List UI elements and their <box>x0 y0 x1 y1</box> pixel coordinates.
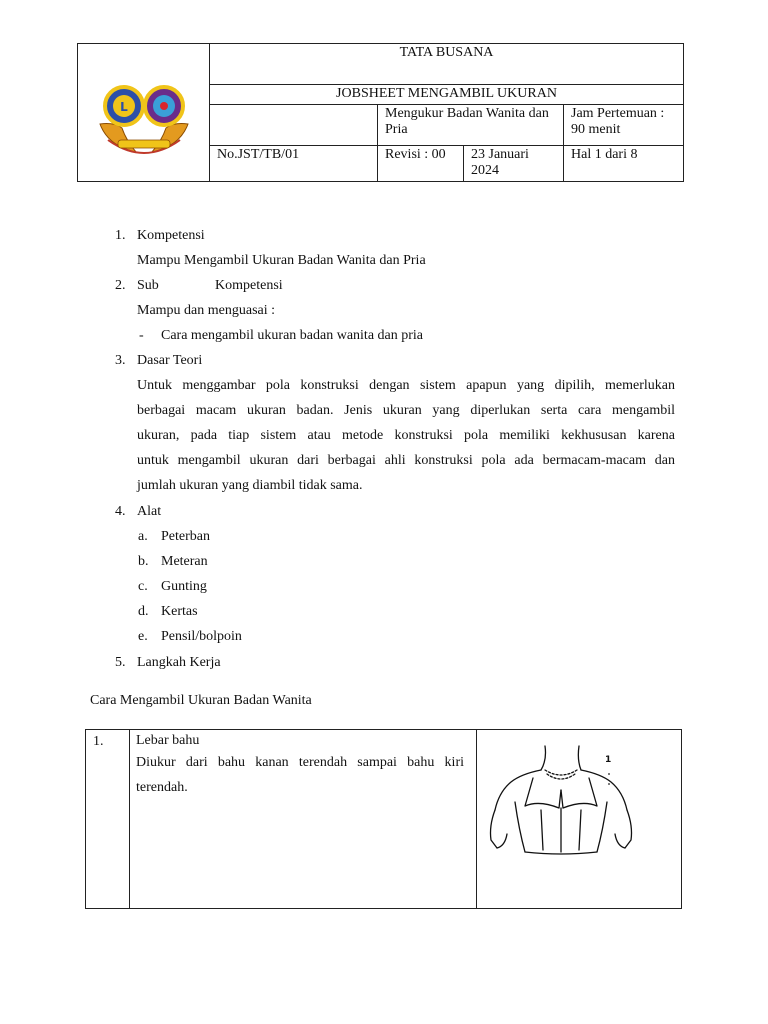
school-logo <box>78 44 210 176</box>
list-item: Cara mengambil ukuran badan wanita dan pria <box>161 328 424 343</box>
tool-name: Pensil/bolpoin <box>161 629 242 644</box>
logo-cell <box>78 44 210 182</box>
step-title: Lebar bahu <box>136 733 200 748</box>
figure-label: 1 <box>605 755 612 765</box>
section-text: Mampu dan menguasai : <box>137 303 276 318</box>
paragraph-line: jumlah ukuran yang diambil tidak sama. <box>137 478 363 493</box>
tool-name: Gunting <box>161 579 207 594</box>
step-number: 1. <box>86 730 130 909</box>
bodice-illustration <box>477 730 682 903</box>
section-title: Langkah Kerja <box>137 655 221 670</box>
section-title: Sub <box>137 278 159 293</box>
empty-cell <box>210 104 378 145</box>
tool-name: Peterban <box>161 529 210 544</box>
step-figure-cell <box>477 730 682 909</box>
section-number: 4. <box>115 504 126 519</box>
revision-cell: Revisi : 00 <box>378 145 464 181</box>
section-number: 3. <box>115 353 126 368</box>
step-table <box>85 729 682 909</box>
tool-letter: d. <box>138 604 149 619</box>
paragraph-line: berbagai macam ukuran badan. Jenis ukuran yang diperlukan serta cara mengambil <box>137 403 675 418</box>
page-cell: Hal 1 dari 8 <box>564 145 684 181</box>
tool-letter: e. <box>138 629 148 644</box>
paragraph-line: untuk mengambil ukuran dari berbagai ahli konstruksi pola ada bermacam-macam dan <box>137 453 675 468</box>
tool-name: Meteran <box>161 554 208 569</box>
doc-number-cell: No.JST/TB/01 <box>210 145 378 181</box>
section-title: Alat <box>137 504 162 519</box>
section-title: Kompetensi <box>215 278 283 293</box>
paragraph-line: Untuk menggambar pola konstruksi dengan sistem apapun yang dipilih, memerlukan <box>137 378 675 393</box>
bullet-dash: - <box>139 328 144 343</box>
duration-cell: Jam Pertemuan : 90 menit <box>564 104 684 145</box>
svg-text:L: L <box>120 100 128 114</box>
topic-cell: Mengukur Badan Wanita dan Pria <box>378 104 564 145</box>
subject-title: TATA BUSANA <box>210 44 684 85</box>
tool-letter: b. <box>138 554 149 569</box>
tool-letter: a. <box>138 529 148 544</box>
section-title: Kompetensi <box>137 228 205 243</box>
section-title: Dasar Teori <box>137 353 203 368</box>
section-number: 1. <box>115 228 126 243</box>
tool-letter: c. <box>138 579 148 594</box>
paragraph-line: ukuran, pada tiap sistem atau metode konstruksi pola memiliki kekhususan karena <box>137 428 675 443</box>
step-content <box>130 730 477 909</box>
subheading: Cara Mengambil Ukuran Badan Wanita <box>90 693 312 708</box>
jobsheet-title: JOBSHEET MENGAMBIL UKURAN <box>210 85 684 105</box>
section-number: 5. <box>115 655 126 670</box>
section-text: Mampu Mengambil Ukuran Badan Wanita dan Pria <box>137 253 426 268</box>
section-number: 2. <box>115 278 126 293</box>
date-cell: 23 Januari 2024 <box>464 145 564 181</box>
tool-name: Kertas <box>161 604 198 619</box>
step-description: Diukur dari bahu kanan terendah sampai bahu kiri terendah. <box>136 755 464 795</box>
header-table <box>77 43 684 182</box>
